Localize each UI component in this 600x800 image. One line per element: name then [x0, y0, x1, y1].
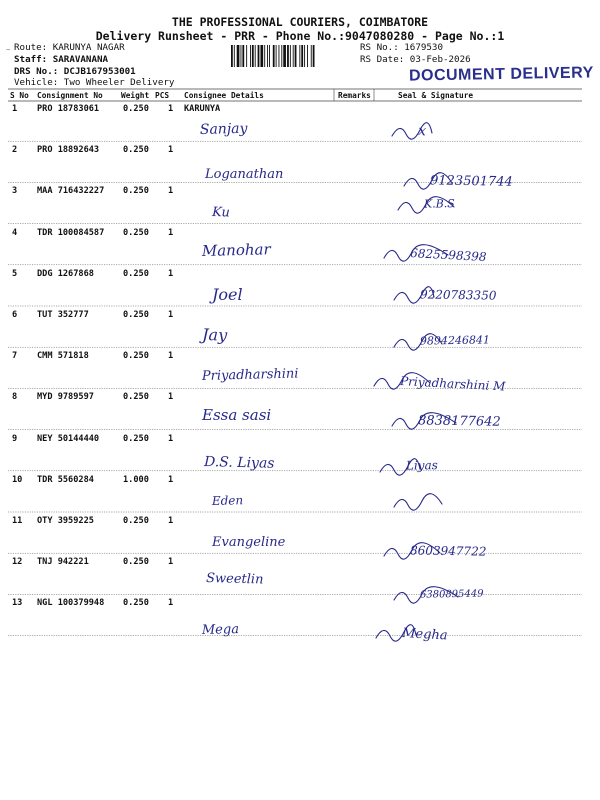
row-weight: 0.250 — [123, 227, 149, 238]
receiver-signature: 9123501744 — [429, 173, 513, 190]
consignee-handwritten-name: Priyadharshini — [201, 366, 299, 384]
row-pcs: 1 — [168, 227, 174, 238]
row-weight: 0.250 — [123, 557, 149, 568]
row-weight: 1.000 — [123, 474, 149, 485]
row-pcs: 1 — [168, 516, 174, 526]
col-header-remarks: Remarks — [338, 91, 371, 100]
row-sno: 12 — [12, 557, 23, 568]
row-weight: 0.250 — [123, 351, 149, 362]
row-pcs: 1 — [168, 268, 174, 279]
consignee-handwritten-name: Mega — [201, 622, 240, 638]
row-consignee-details: KARUNYA — [184, 104, 221, 114]
receiver-signature: 8838177642 — [417, 413, 501, 430]
rs-number: RS No.: 1679530 — [360, 42, 443, 53]
receiver-signature: Priyadharshini M — [399, 374, 506, 394]
consignee-handwritten-name: Evangeline — [212, 535, 286, 550]
row-weight: 0.250 — [123, 392, 149, 403]
col-header-consignee: Consignee Details — [184, 91, 264, 100]
row-pcs: 1 — [168, 145, 174, 156]
row-weight: 0.250 — [123, 104, 149, 114]
consignee-handwritten-name: D.S. Liyas — [203, 454, 275, 472]
staff-label: Staff: SARAVANANA — [14, 54, 109, 65]
consignee-handwritten-name: Essa sasi — [202, 406, 272, 424]
row-consignment-no: NEY 50144440 — [37, 433, 100, 444]
route-label: Route: KARUNYA NAGAR — [14, 42, 125, 53]
row-sno: 6 — [12, 310, 18, 320]
receiver-signature: 6380895449 — [419, 588, 484, 601]
vehicle-label: Vehicle: Two Wheeler Delivery — [14, 77, 175, 88]
receiver-signature: 9894246841 — [419, 333, 491, 348]
row-sno: 13 — [12, 598, 23, 609]
row-pcs: 1 — [168, 310, 174, 320]
row-sno: 11 — [12, 516, 23, 526]
row-sno: 8 — [12, 392, 18, 403]
row-sno: 3 — [12, 186, 18, 197]
consignee-handwritten-name: Loganathan — [205, 167, 284, 182]
drs-label: DRS No.: DCJB167953001 — [14, 66, 136, 77]
receiver-signature: 9220783350 — [419, 287, 497, 303]
row-consignment-no: TUT 352777 — [37, 310, 89, 320]
row-sno: 10 — [12, 474, 23, 485]
row-weight: 0.250 — [123, 310, 149, 320]
company-title: THE PROFESSIONAL COURIERS, COIMBATORE — [171, 15, 429, 29]
consignee-handwritten-name: Jay — [201, 325, 228, 345]
consignee-handwritten-name: Eden — [211, 493, 244, 508]
col-header-signature: Seal & Signature — [398, 91, 474, 100]
consignee-handwritten-name: Joel — [212, 285, 243, 304]
row-pcs: 1 — [168, 351, 174, 362]
document-delivery-stamp: DOCUMENT DELIVERY — [408, 64, 594, 85]
row-pcs: 1 — [168, 598, 174, 609]
row-consignment-no: CMM 571818 — [37, 351, 89, 362]
row-pcs: 1 — [168, 433, 174, 444]
row-consignment-no: TNJ 942221 — [37, 557, 89, 568]
receiver-signature: x — [417, 123, 427, 140]
row-pcs: 1 — [168, 474, 174, 485]
row-consignment-no: TDR 100084587 — [37, 227, 105, 238]
row-sno: 4 — [12, 227, 18, 238]
row-weight: 0.250 — [123, 186, 149, 197]
receiver-signature: K.B.S — [423, 197, 455, 211]
row-weight: 0.250 — [123, 268, 149, 279]
row-sno: 1 — [12, 104, 18, 114]
col-header-pcs: PCS — [155, 91, 170, 100]
row-weight: 0.250 — [123, 516, 149, 526]
row-consignment-no: MAA 716432227 — [37, 186, 105, 197]
rs-date: RS Date: 03-Feb-2026 — [360, 54, 471, 65]
row-weight: 0.250 — [123, 145, 149, 156]
row-sno: 5 — [12, 268, 18, 279]
signature-scribble — [394, 494, 442, 510]
row-weight: 0.250 — [123, 598, 149, 609]
col-header-consignment: Consignment No — [37, 91, 103, 100]
row-pcs: 1 — [168, 104, 174, 114]
receiver-signature: Liyas — [405, 458, 438, 473]
row-consignment-no: TDR 5560284 — [37, 474, 94, 485]
consignee-handwritten-name: Sweetlin — [205, 571, 264, 588]
runsheet-title: Delivery Runsheet - PRR - Phone No.:9047080280 - Page No.:1 — [95, 29, 505, 43]
row-consignment-no: PRO 18783061 — [37, 104, 100, 114]
receiver-signature: Megha — [401, 626, 448, 644]
row-consignment-no: NGL 100379948 — [37, 598, 105, 609]
col-header-weight: Weight — [121, 91, 150, 100]
row-sno: 9 — [12, 433, 18, 444]
row-consignment-no: OTY 3959225 — [37, 516, 94, 526]
pen-mark: ~ — [6, 46, 11, 54]
row-weight: 0.250 — [123, 433, 149, 444]
col-header-sno: S No — [10, 91, 29, 100]
row-consignment-no: DDG 1267868 — [37, 268, 94, 279]
row-consignment-no: MYD 9789597 — [37, 392, 94, 403]
row-sno: 2 — [12, 145, 18, 156]
receiver-signature: 8603947722 — [409, 543, 487, 559]
row-pcs: 1 — [168, 392, 174, 403]
receiver-signature: 6825598398 — [409, 246, 487, 265]
consignee-handwritten-name: Sanjay — [199, 120, 248, 138]
consignee-handwritten-name: Ku — [211, 205, 231, 221]
row-sno: 7 — [12, 351, 18, 362]
consignee-handwritten-name: Manohar — [201, 240, 271, 260]
row-consignment-no: PRO 18892643 — [37, 145, 100, 156]
row-pcs: 1 — [168, 557, 174, 568]
row-pcs: 1 — [168, 186, 174, 197]
